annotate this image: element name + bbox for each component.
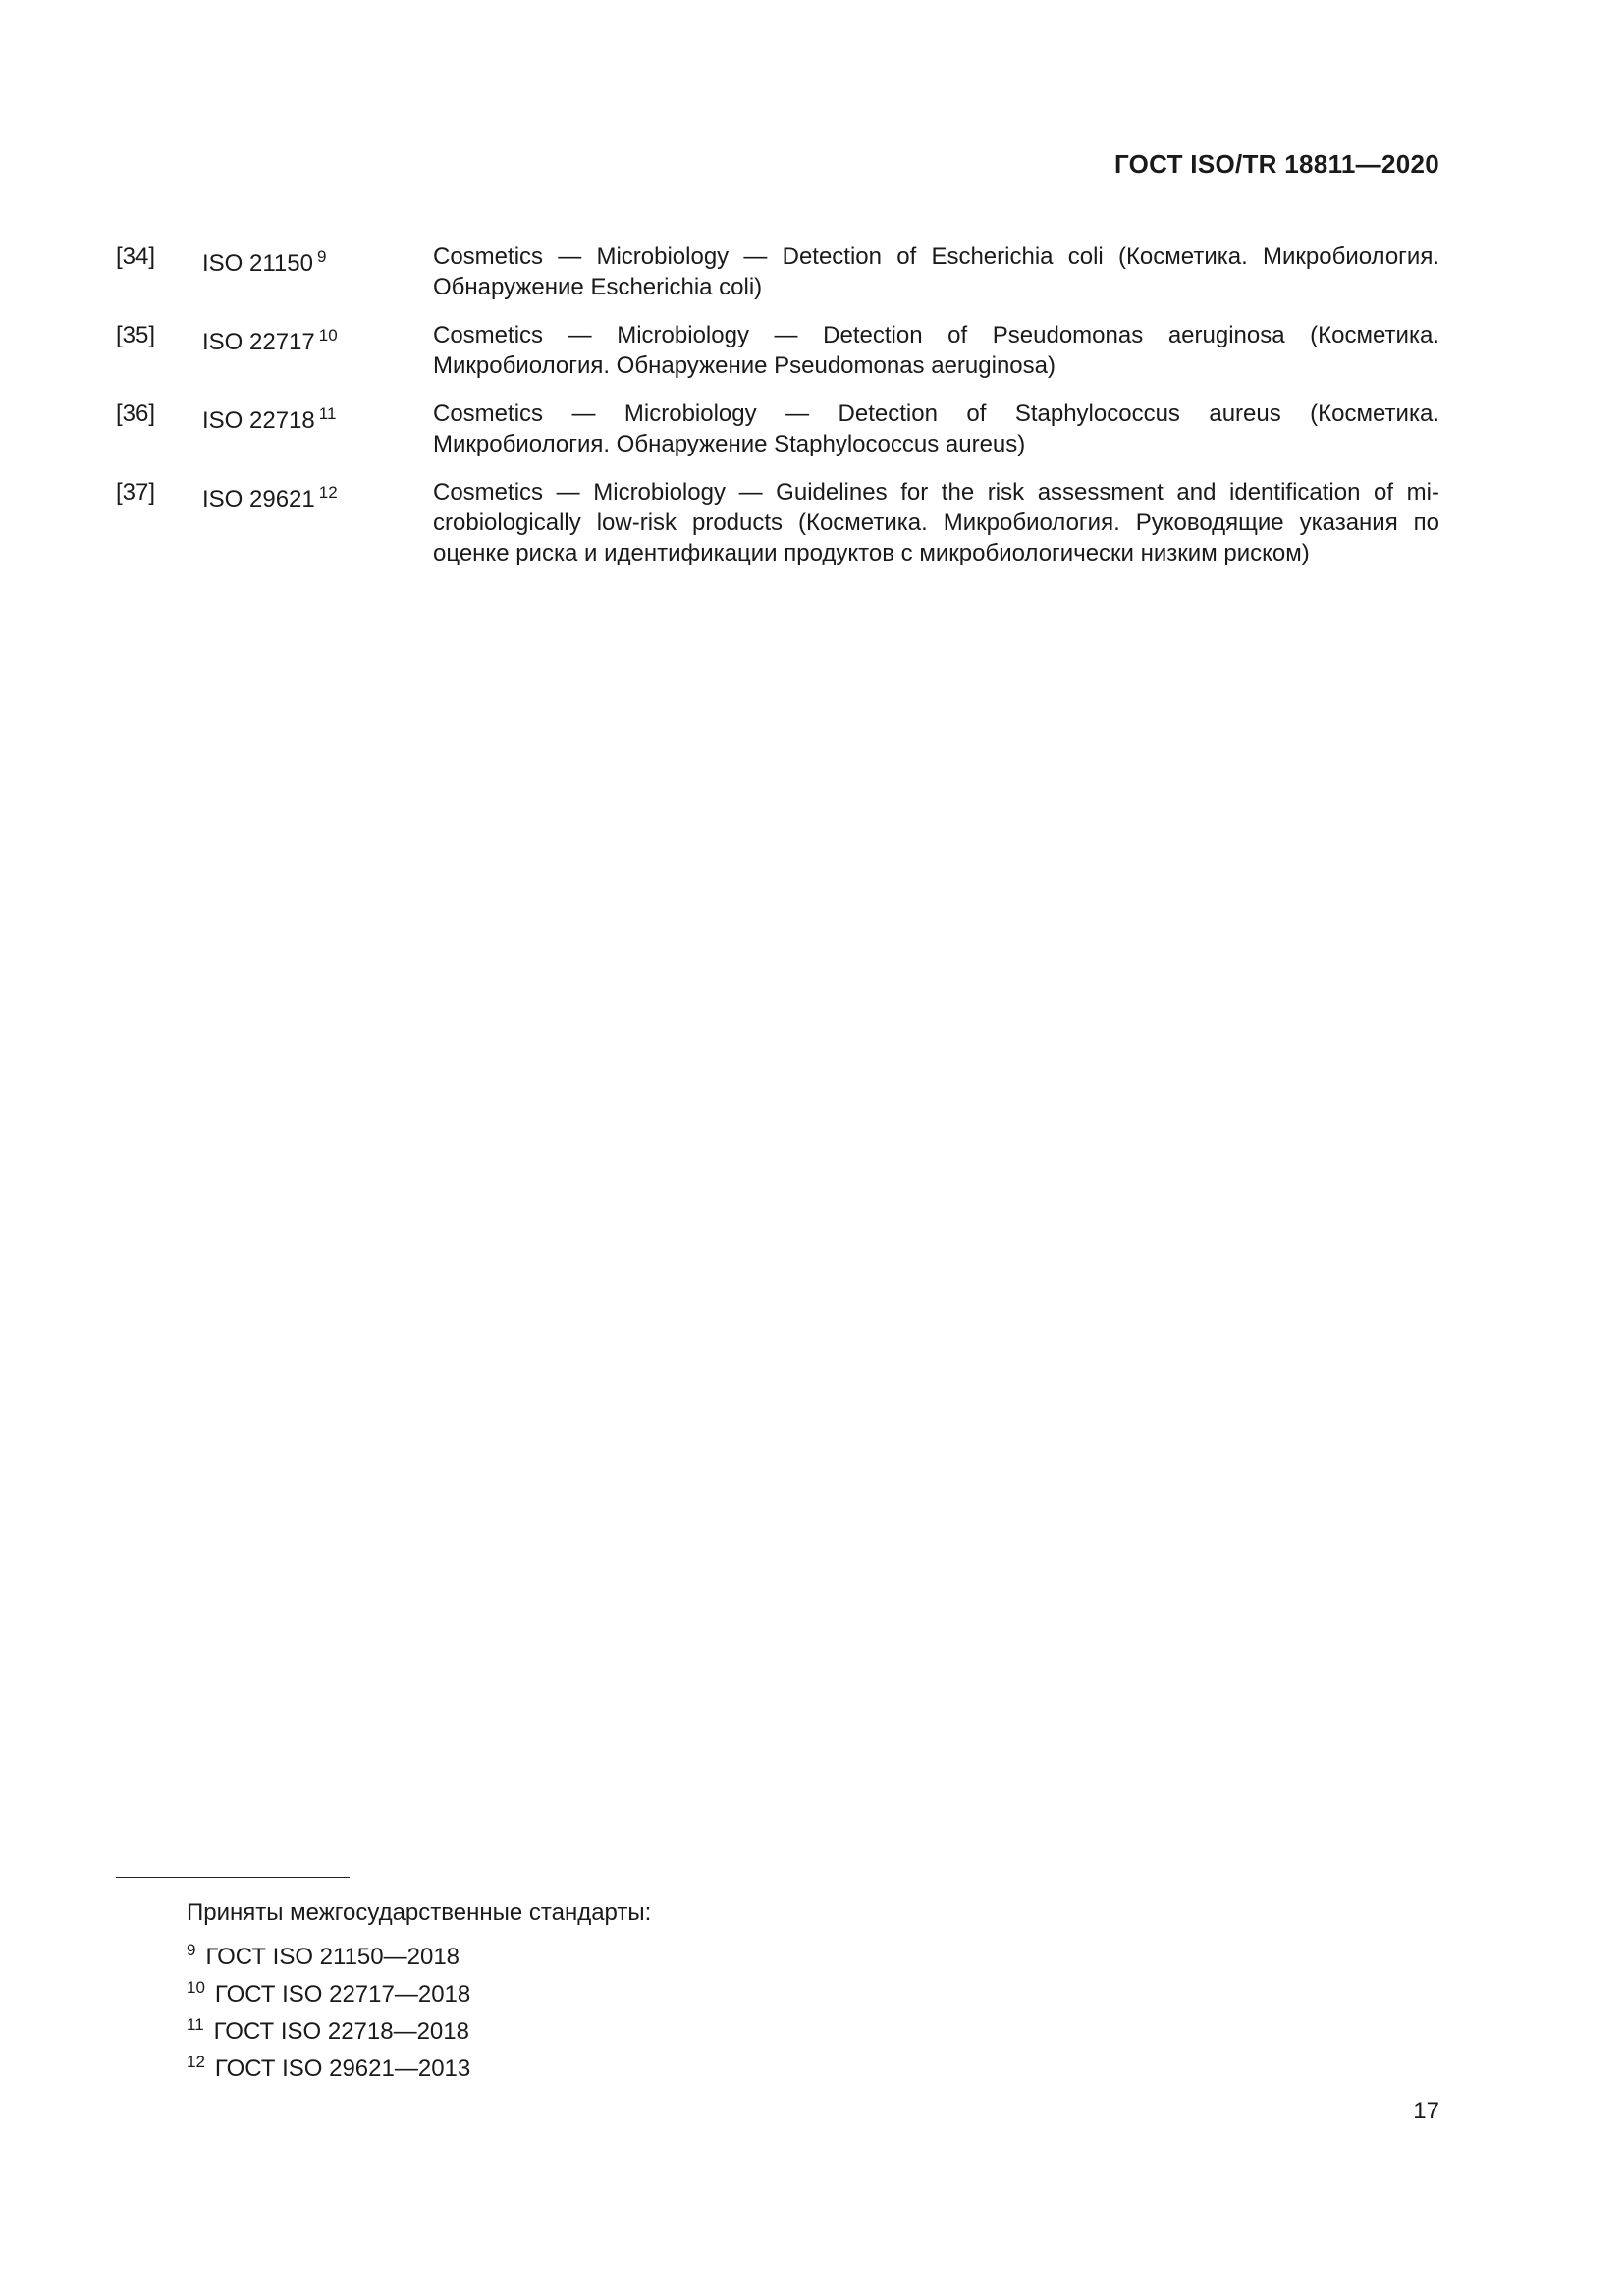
footnote-item-mark: 12 — [187, 2053, 205, 2071]
reference-standard — [202, 477, 433, 568]
footnote-item-mark: 9 — [187, 1941, 196, 1959]
reference-standard — [202, 399, 433, 459]
bibliography-list — [116, 241, 1439, 586]
bibliography-entry — [116, 241, 1439, 302]
bibliography-entry — [116, 399, 1439, 459]
footnote-divider — [116, 1877, 350, 1878]
standard-code: ISO 29621 — [202, 486, 315, 512]
footnote-mark[interactable]: 12 — [318, 483, 338, 502]
footnote-item-text: ГОСТ ISO 21150—2018 — [205, 1944, 460, 1970]
bibliography-entry — [116, 320, 1439, 381]
reference-number: [37] — [116, 479, 156, 506]
footnote-item — [187, 1932, 651, 1969]
footnote-item — [187, 1969, 651, 2006]
footnote-item — [187, 2044, 651, 2081]
standard-code: ISO 21150 — [202, 250, 313, 277]
reference-number: [36] — [116, 400, 156, 427]
footnote-mark[interactable]: 9 — [316, 247, 327, 266]
reference-standard — [202, 320, 433, 381]
footnote-item-mark: 10 — [187, 1978, 205, 1997]
reference-title: Cosmetics — Microbiology — Detection of Pseudomonas aeruginosa (Косметика. Микробиология. Обнаружение Pseudomonas aeruginosa) — [433, 322, 1439, 379]
footnote-item-text: ГОСТ ISO 22717—2018 — [214, 1981, 471, 2007]
standard-code: ISO 22717 — [202, 329, 315, 355]
document-header: ГОСТ ISO/TR 18811—2020 — [1113, 149, 1439, 179]
reference-title: Cosmetics — Microbiology — Guidelines for the risk assessment and identification of microbiologically low-risk products (Косметика. Микробиология. Руководящие указания по оценке риска и идентификации продуктов с микробиологически низким риском) — [433, 479, 1439, 566]
footnote-item — [187, 2006, 651, 2044]
reference-title: Cosmetics — Microbiology — Detection of Staphylococcus aureus (Косметика. Микробиология. Обнаружение Staphylococcus aureus) — [433, 400, 1439, 457]
standard-code: ISO 22718 — [202, 407, 315, 434]
footnote-item-text: ГОСТ ISO 22718—2018 — [213, 2018, 469, 2045]
footnote-mark[interactable]: 11 — [318, 404, 337, 423]
footnotes — [187, 1895, 651, 2081]
bibliography-entry — [116, 477, 1439, 568]
footnote-item-text: ГОСТ ISO 29621—2013 — [214, 2056, 471, 2082]
footnote-mark[interactable]: 10 — [318, 326, 338, 345]
reference-number: [34] — [116, 243, 156, 270]
page-number: 17 — [1413, 2098, 1439, 2124]
reference-number: [35] — [116, 322, 156, 348]
footnote-intro: Приняты межгосударственные стандарты: — [187, 1899, 652, 1926]
footnote-item-mark: 11 — [187, 2015, 204, 2034]
reference-standard — [202, 241, 433, 302]
reference-title: Cosmetics — Microbiology — Detection of Escherichia coli (Косметика. Микробиология. Обнаружение Escherichia coli) — [433, 243, 1439, 300]
